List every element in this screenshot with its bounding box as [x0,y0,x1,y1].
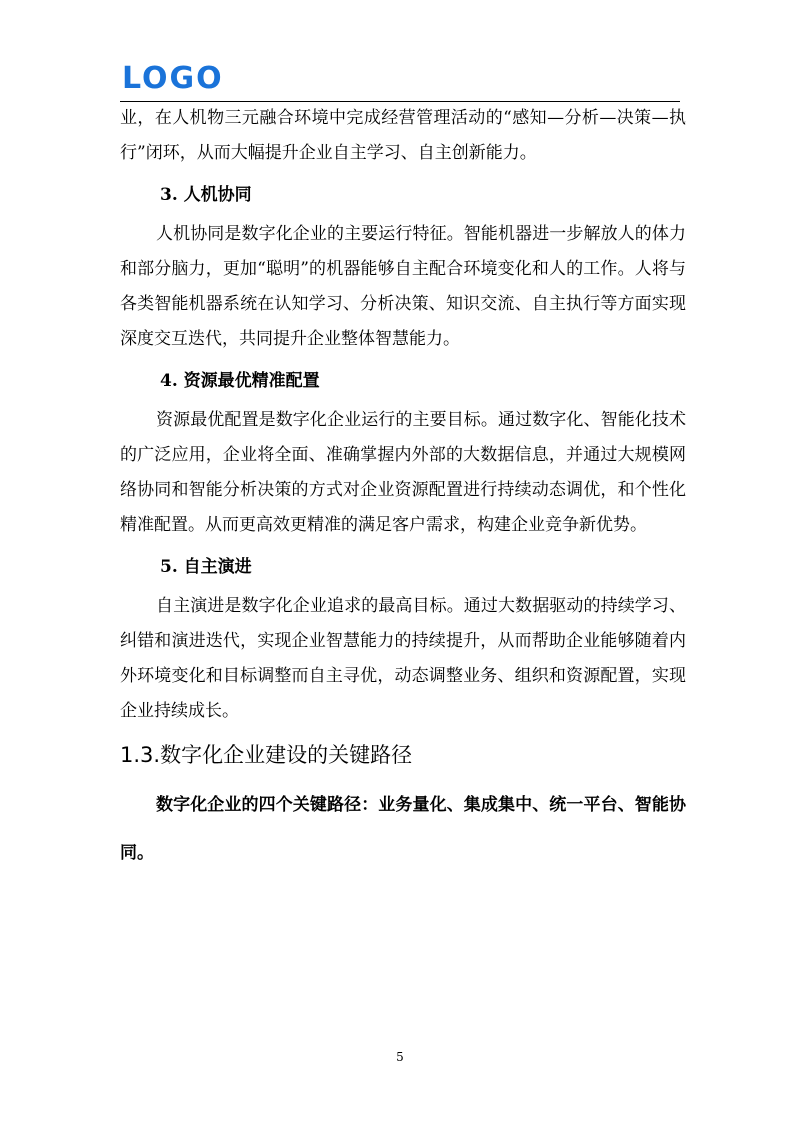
paragraph-human-machine: 人机协同是数字化企业的主要运行特征。智能机器进一步解放人的体力和部分脑力，更加“聪明”的机器能够自主配合环境变化和人的工作。人将与各类智能机器系统在认知学习、分析决策、知识交流、自主执行等方面实现深度交互迭代，共同提升企业整体智慧能力。 [120,224,686,349]
page-number: 5 [396,1050,404,1064]
heading-self-evolution: 5. 自主演进 [160,557,252,577]
heading-human-machine: 3. 人机协同 [160,185,252,205]
section-title: 1.3.数字化企业建设的关键路径 [120,743,413,767]
heading-resource-allocation: 4. 资源最优精准配置 [160,371,320,391]
paragraph-resource-allocation: 资源最优配置是数字化企业运行的主要目标。通过数字化、智能化技术的广泛应用，企业将全面、准确掌握内外部的大数据信息，并通过大规模网络协同和智能分析决策的方式对企业资源配置进行持续动态调优，和个性化精准配置。从而更高效更精准的满足客户需求，构建企业竞争新优势。 [120,410,686,535]
logo: LOGO [122,61,224,96]
paragraph-self-evolution: 自主演进是数字化企业追求的最高目标。通过大数据驱动的持续学习、纠错和演进迭代，实现企业智慧能力的持续提升，从而帮助企业能够随着内外环境变化和目标调整而自主寻优，动态调整业务、组织和资源配置，实现企业持续成长。 [120,596,686,721]
paragraph-key-paths: 数字化企业的四个关键路径：业务量化、集成集中、统一平台、智能协同。 [120,795,686,863]
document-body [120,101,686,877]
paragraph-continued: 业，在人机物三元融合环境中完成经营管理活动的“感知—分析—决策—执行”闭环，从而大幅提升企业自主学习、自主创新能力。 [120,108,686,163]
